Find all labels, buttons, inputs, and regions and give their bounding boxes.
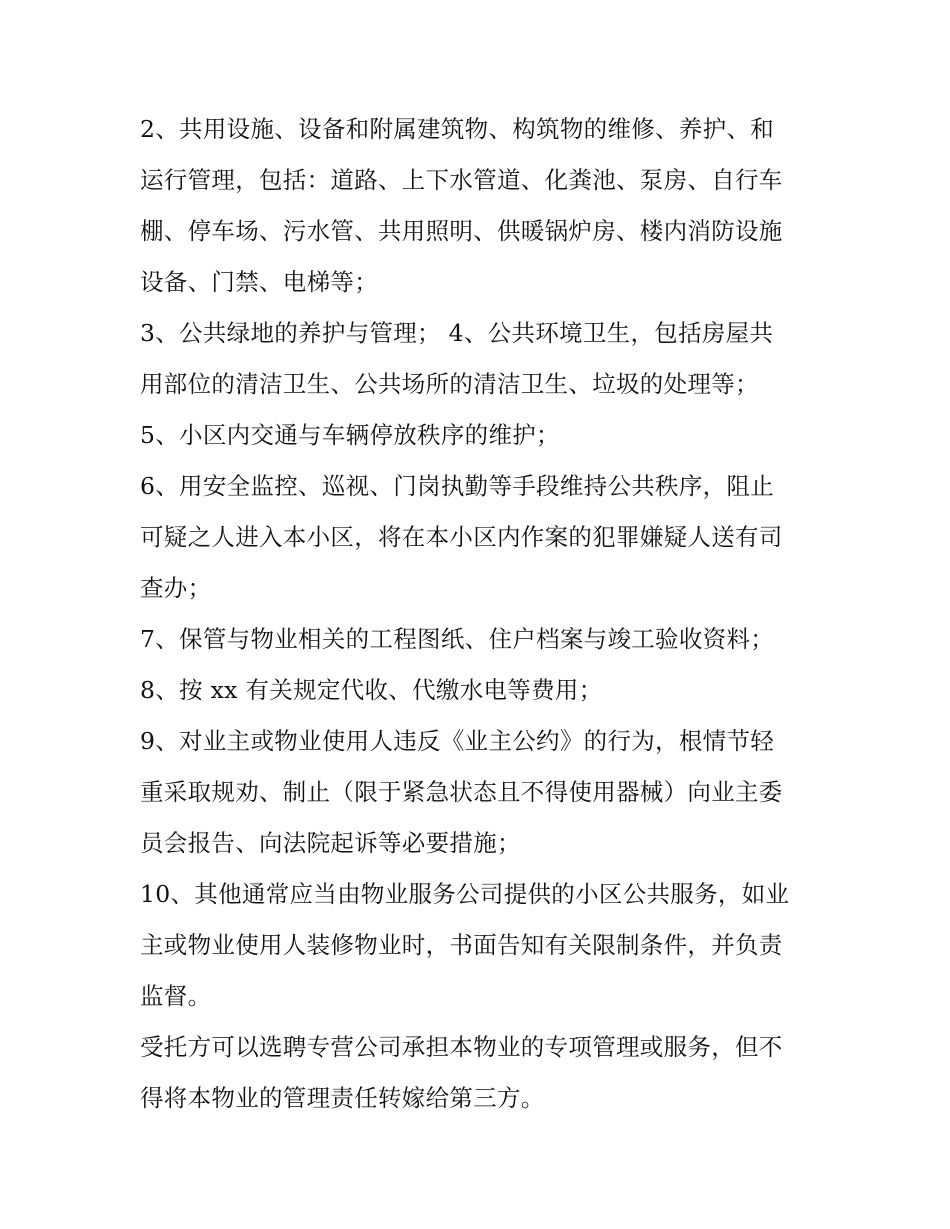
text-line: 棚、停车场、污水管、共用照明、供暖锅炉房、楼内消防设施 xyxy=(140,217,783,245)
document-body xyxy=(140,104,820,1124)
text-line: 监督。 xyxy=(140,982,212,1010)
text-line: 得将本物业的管理责任转嫁给第三方。 xyxy=(140,1084,545,1112)
text-line: 6、用安全监控、巡视、门岗执勤等手段维持公共秩序，阻止 xyxy=(140,472,775,500)
text-line: 受托方可以选聘专营公司承担本物业的专项管理或服务，但不 xyxy=(140,1033,783,1061)
text-line: 主或物业使用人装修物业时，书面告知有关限制条件，并负责 xyxy=(140,931,783,959)
text-line: 3、公共绿地的养护与管理； 4、公共环境卫生，包括房屋共 xyxy=(140,319,774,347)
text-line: 可疑之人进入本小区，将在本小区内作案的犯罪嫌疑人送有司 xyxy=(140,523,783,551)
text-line: 设备、门禁、电梯等； xyxy=(140,268,378,296)
text-line: 运行管理，包括：道路、上下水管道、化粪池、泵房、自行车 xyxy=(140,166,783,194)
text-line: 2、共用设施、设备和附属建筑物、构筑物的维修、养护、和 xyxy=(140,115,775,143)
text-line: 9、对业主或物业使用人违反《业主公约》的行为，根情节轻 xyxy=(140,727,775,755)
text-line: 7、保管与物业相关的工程图纸、住户档案与竣工验收资料； xyxy=(140,625,775,653)
text-line: 重采取规劝、制止（限于紧急状态且不得使用器械）向业主委 xyxy=(140,778,783,806)
text-line: 8、按 xx 有关规定代收、代缴水电等费用； xyxy=(140,676,603,704)
text-line: 5、小区内交通与车辆停放秩序的维护； xyxy=(140,421,560,449)
text-line: 员会报告、向法院起诉等必要措施； xyxy=(140,829,521,857)
text-line: 用部位的清洁卫生、公共场所的清洁卫生、垃圾的处理等； xyxy=(140,370,759,398)
text-line: 查办； xyxy=(140,574,212,602)
text-line: 10、其他通常应当由物业服务公司提供的小区公共服务，如业 xyxy=(140,880,790,908)
